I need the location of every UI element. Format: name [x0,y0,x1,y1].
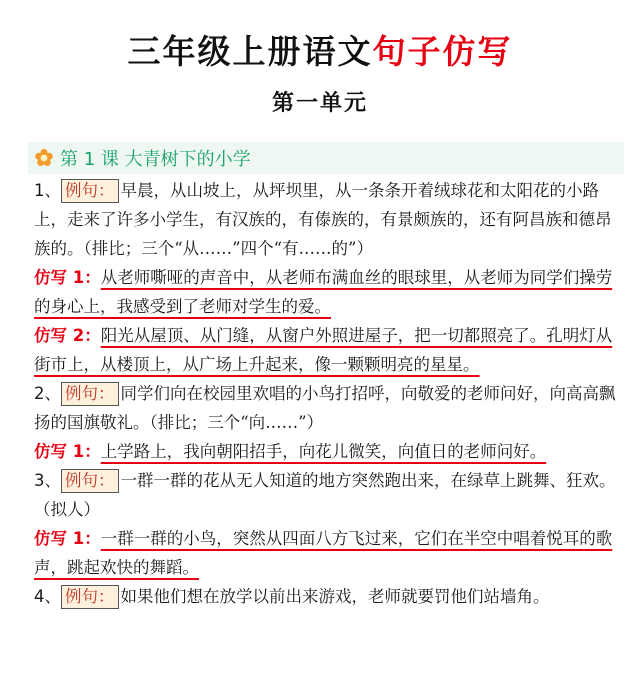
sentence-list [34,176,624,611]
example-sentence-1 [34,176,624,263]
example-text: 早晨，从山坡上，从坪坝里，从一条条开着绒球花和太阳花的小路上，走来了许多小学生，有汉族的，有傣族的，有景颇族的，还有阿昌族和德昂族的。（排比；三个“从……”四个“有……的”） [34,181,612,258]
imitation-text: 阳光从屋顶、从门缝，从窗户外照进屋子，把一切都照亮了。孔明灯从街市上，从楼顶上，从广场上升起来，像一颗颗明亮的星星。 [34,326,613,374]
imitation-1-2 [34,321,624,379]
item-number: 4、 [34,587,61,606]
imitation-3-1 [34,524,624,582]
example-text: 一群一群的花从无人知道的地方突然跑出来，在绿草上跳舞、狂欢。（拟人） [34,471,616,519]
item-number: 3、 [34,471,61,490]
imitation-label: 仿写 1： [34,268,101,287]
example-text: 如果他们想在放学以前出来游戏，老师就要罚他们站墙角。 [120,587,550,606]
imitation-text: 从老师嘶哑的声音中，从老师布满血丝的眼球里，从老师为同学们操劳的身心上，我感受到了老师对学生的爱。 [34,268,613,316]
lesson-title: 第 1 课 大青树下的小学 [60,149,251,170]
title-black-part: 三年级上册语文 [127,32,373,71]
imitation-2-1 [34,437,624,466]
item-number: 1、 [34,181,61,200]
imitation-label: 仿写 1： [34,529,101,548]
example-sentence-3 [34,466,624,524]
example-text: 同学们向在校园里欢唱的小鸟打招呼，向敬爱的老师问好，向高高飘扬的国旗敬礼。（排比；三个“向……”） [34,384,616,432]
example-tag: 例句： [61,585,119,609]
lesson-header [28,142,624,174]
page-title [0,26,640,73]
example-sentence-2 [34,379,624,437]
example-tag: 例句： [61,382,119,406]
title-red-part: 句子仿写 [372,32,513,71]
imitation-label: 仿写 2： [34,326,101,345]
example-tag: 例句： [61,179,119,203]
item-number: 2、 [34,384,61,403]
example-sentence-4 [34,582,624,611]
imitation-1-1 [34,263,624,321]
imitation-label: 仿写 1： [34,442,101,461]
flower-icon [34,148,54,168]
example-tag: 例句： [61,469,119,493]
imitation-text: 一群一群的小鸟，突然从四面八方飞过来，它们在半空中唱着悦耳的歌声，跳起欢快的舞蹈。 [34,529,613,577]
imitation-text: 上学路上，我向朝阳招手，向花儿微笑，向值日的老师问好。 [100,442,547,461]
unit-heading: 第一单元 [271,91,368,116]
